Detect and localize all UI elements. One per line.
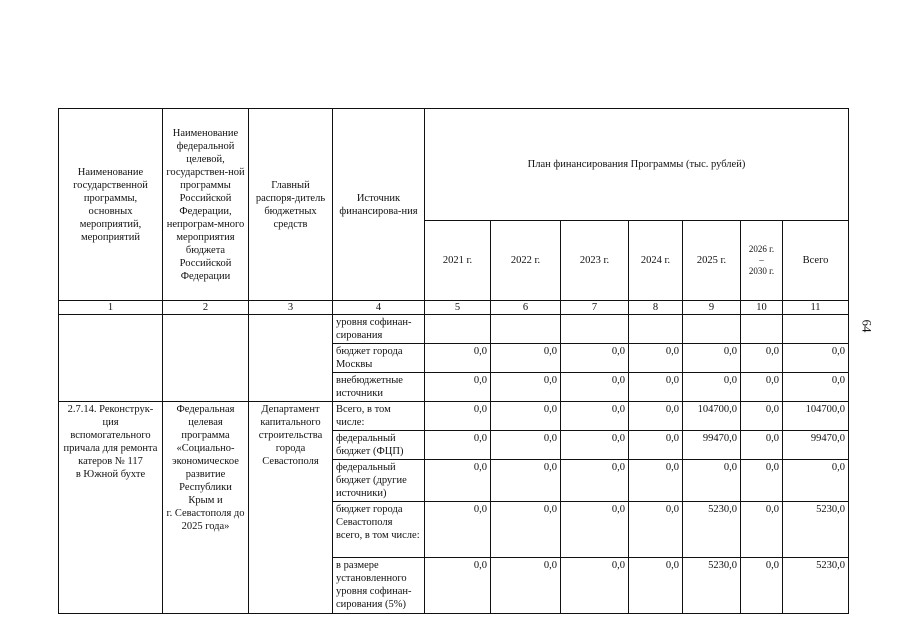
header-federal-program: Наименование федеральной целевой, государствен-ной программы Российской Федерации, непрограм-много мероприятия бюджета Российской Федерации [163,109,249,301]
value-cell: 0,0 [683,460,741,502]
empty-cell [163,315,249,402]
header-year-dash: – [759,255,764,265]
column-number: 7 [561,301,629,315]
funding-source-cell: бюджет города Москвы [333,344,425,373]
empty-cell [59,315,163,402]
column-number: 1 [59,301,163,315]
header-year-2021: 2021 г. [425,221,491,301]
value-cell: 0,0 [683,373,741,402]
value-cell: 0,0 [741,558,783,614]
column-number: 6 [491,301,561,315]
table-row [59,315,849,344]
value-cell: 0,0 [491,431,561,460]
value-cell: 0,0 [561,344,629,373]
funding-source-cell: уровня софинан-сирования [333,315,425,344]
value-cell: 5230,0 [783,502,849,558]
value-cell: 104700,0 [783,402,849,431]
funding-source-cell: в размере установленного уровня софинан-сирования (5%) [333,558,425,614]
value-cell: 104700,0 [683,402,741,431]
column-number: 5 [425,301,491,315]
value-cell: 0,0 [629,373,683,402]
budget-manager-cell: Департамент капитального строительства города Севастополя [249,402,333,614]
column-numbers-row [59,301,849,315]
value-cell [741,315,783,344]
value-cell: 0,0 [425,460,491,502]
header-year-2026-2030 [741,221,783,301]
header-financing-plan: План финансирования Программы (тыс. рублей) [425,109,849,221]
value-cell: 0,0 [491,502,561,558]
value-cell [683,315,741,344]
value-cell: 5230,0 [683,558,741,614]
value-cell: 0,0 [783,344,849,373]
header-budget-manager: Главный распоря-дитель бюджетных средств [249,109,333,301]
value-cell: 0,0 [425,402,491,431]
funding-source-cell: внебюджетные источники [333,373,425,402]
table-row [59,402,849,431]
value-cell: 0,0 [425,502,491,558]
column-number: 11 [783,301,849,315]
header-year-2022: 2022 г. [491,221,561,301]
header-year-2025: 2025 г. [683,221,741,301]
value-cell: 0,0 [629,402,683,431]
financing-table-container [58,108,849,614]
value-cell: 0,0 [491,460,561,502]
page-number: 64 [859,319,875,333]
value-cell: 0,0 [629,502,683,558]
header-total: Всего [783,221,849,301]
header-year-2023: 2023 г. [561,221,629,301]
header-funding-source: Источник финансирова-ния [333,109,425,301]
value-cell: 0,0 [741,431,783,460]
value-cell: 0,0 [491,558,561,614]
value-cell: 5230,0 [683,502,741,558]
value-cell: 0,0 [683,344,741,373]
value-cell: 0,0 [561,502,629,558]
value-cell: 0,0 [741,502,783,558]
value-cell: 0,0 [561,402,629,431]
activity-location: в Южной бухте [75,469,146,480]
value-cell: 0,0 [629,344,683,373]
federal-program-name: Федеральная целевая программа «Социально-экономическое развитие Республики Крым и [172,404,239,506]
value-cell [561,315,629,344]
funding-source-cell: федеральный бюджет (другие источники) [333,460,425,502]
value-cell: 0,0 [561,431,629,460]
column-number: 4 [333,301,425,315]
funding-source-cell: бюджет города Севастополя всего, в том числе: [333,502,425,558]
value-cell [783,315,849,344]
header-year-2030: 2030 г. [748,266,775,276]
value-cell: 0,0 [561,460,629,502]
value-cell [629,315,683,344]
value-cell: 0,0 [783,373,849,402]
header-program-name: Наименование государственной программы, основных мероприятий, мероприятий [59,109,163,301]
value-cell: 0,0 [561,558,629,614]
value-cell: 0,0 [491,402,561,431]
value-cell: 0,0 [741,373,783,402]
federal-program-name-end: г. Севастополя до 2025 года» [166,508,245,532]
value-cell: 0,0 [741,402,783,431]
value-cell [491,315,561,344]
value-cell: 0,0 [783,460,849,502]
value-cell: 0,0 [425,373,491,402]
value-cell: 0,0 [741,344,783,373]
column-number: 10 [741,301,783,315]
value-cell: 0,0 [629,460,683,502]
value-cell: 0,0 [629,431,683,460]
activity-name-cell [59,402,163,614]
financing-table [58,108,849,614]
value-cell: 0,0 [425,344,491,373]
value-cell: 99470,0 [683,431,741,460]
column-number: 3 [249,301,333,315]
value-cell: 0,0 [491,373,561,402]
value-cell: 0,0 [491,344,561,373]
value-cell: 0,0 [741,460,783,502]
column-number: 8 [629,301,683,315]
header-year-2026: 2026 г. [748,244,775,254]
funding-source-cell: федеральный бюджет (ФЦП) [333,431,425,460]
value-cell: 5230,0 [783,558,849,614]
activity-name: 2.7.14. Реконструк-ция вспомогательного причала для ремонта катеров № 117 [63,404,158,467]
header-year-2024: 2024 г. [629,221,683,301]
value-cell: 0,0 [425,431,491,460]
federal-program-cell [163,402,249,614]
value-cell [425,315,491,344]
value-cell: 0,0 [629,558,683,614]
column-number: 9 [683,301,741,315]
column-number: 2 [163,301,249,315]
empty-cell [249,315,333,402]
funding-source-cell: Всего, в том числе: [333,402,425,431]
value-cell: 0,0 [425,558,491,614]
value-cell: 0,0 [561,373,629,402]
value-cell: 99470,0 [783,431,849,460]
